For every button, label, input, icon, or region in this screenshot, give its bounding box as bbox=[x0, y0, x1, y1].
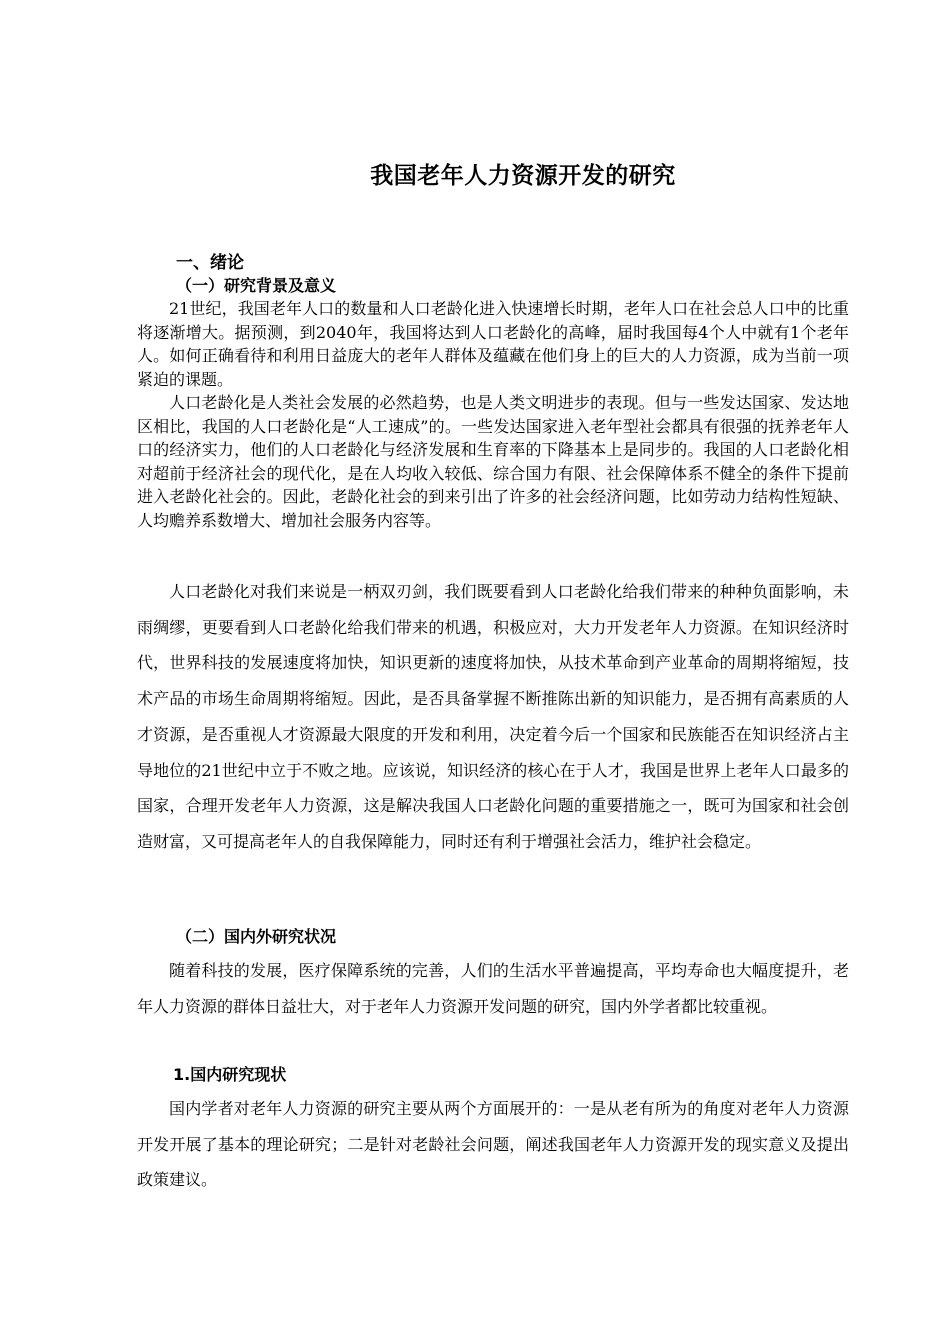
subsection-heading-domestic-research: 1.国内研究现状 bbox=[173, 1065, 287, 1084]
paragraph: 随着科技的发展，医疗保障系统的完善，人们的生活水平普遍提高，平均寿命也大幅度提升，老年人力资源的群体日益壮大，对于老年人力资源开发问题的研究，国内外学者都比较重视。 bbox=[137, 961, 849, 1016]
paragraph: 21世纪，我国老年人口的数量和人口老龄化进入快速增长时期，老年人口在社会总人口中的比重将逐渐增大。据预测，到2040年，我国将达到人口老龄化的高峰，届时我国每4个人中就有1个老年人。如何正确看待和利用日益庞大的老年人群体及蕴藏在他们身上的巨大的人力资源，成为当前一项紧迫的课题。 bbox=[137, 299, 849, 389]
subsection-heading-background: （一）研究背景及意义 bbox=[176, 276, 337, 295]
paragraph: 人口老龄化对我们来说是一柄双刃剑，我们既要看到人口老龄化给我们带来的种种负面影响，未雨绸缪，更要看到人口老龄化给我们带来的机遇，积极应对，大力开发老年人力资源。在知识经济时代，世界科技的发展速度将加快，知识更新的速度将加快，从技术革命到产业革命的周期将缩短，技术产品的市场生命周期将缩短。因此，是否具备掌握不断推陈出新的知识能力，是否拥有高素质的人才资源，是否重视人才资源最大限度的开发和利用，决定着今后一个国家和民族能否在知识经济占主导地位的21世纪中立于不败之地。应该说，知识经济的核心在于人才，我国是世界上老年人口最多的国家，合理开发老年人力资源，这是解决我国人口老龄化问题的重要措施之一，既可为国家和社会创造财富，又可提高老年人的自我保障能力，同时还有利于增强社会活力，维护社会稳定。 bbox=[137, 582, 849, 851]
subsection-heading-research-status: （二）国内外研究状况 bbox=[176, 927, 337, 946]
domestic-research-paragraph bbox=[137, 1091, 849, 1198]
paragraph: 人口老龄化是人类社会发展的必然趋势，也是人类文明进步的表现。但与一些发达国家、发达地区相比，我国的人口老龄化是“人工速成”的。一些发达国家进入老年型社会都具有很强的抚养老年人口的经济实力，他们的人口老龄化与经济发展和生育率的下降基本上是同步的。我国的人口老龄化相对超前于经济社会的现代化，是在人均收入较低、综合国力有限、社会保障体系不健全的条件下提前进入老龄化社会的。因此，老龄化社会的到来引出了许多的社会经济问题，比如劳动力结构性短缺、人均赡养系数增大、增加社会服务内容等。 bbox=[137, 393, 849, 530]
double-edged-sword-paragraph bbox=[137, 574, 849, 860]
section-heading-introduction: 一、绪论 bbox=[176, 253, 244, 273]
document-title: 我国老年人力资源开发的研究 bbox=[370, 163, 676, 189]
paragraph: 国内学者对老年人力资源的研究主要从两个方面展开的：一是从老有所为的角度对老年人力资源开发开展了基本的理论研究；二是针对老龄社会问题，阐述我国老年人力资源开发的现实意义及提出政策建议。 bbox=[137, 1099, 849, 1190]
research-status-paragraph bbox=[137, 953, 849, 1024]
background-paragraphs bbox=[137, 297, 849, 532]
